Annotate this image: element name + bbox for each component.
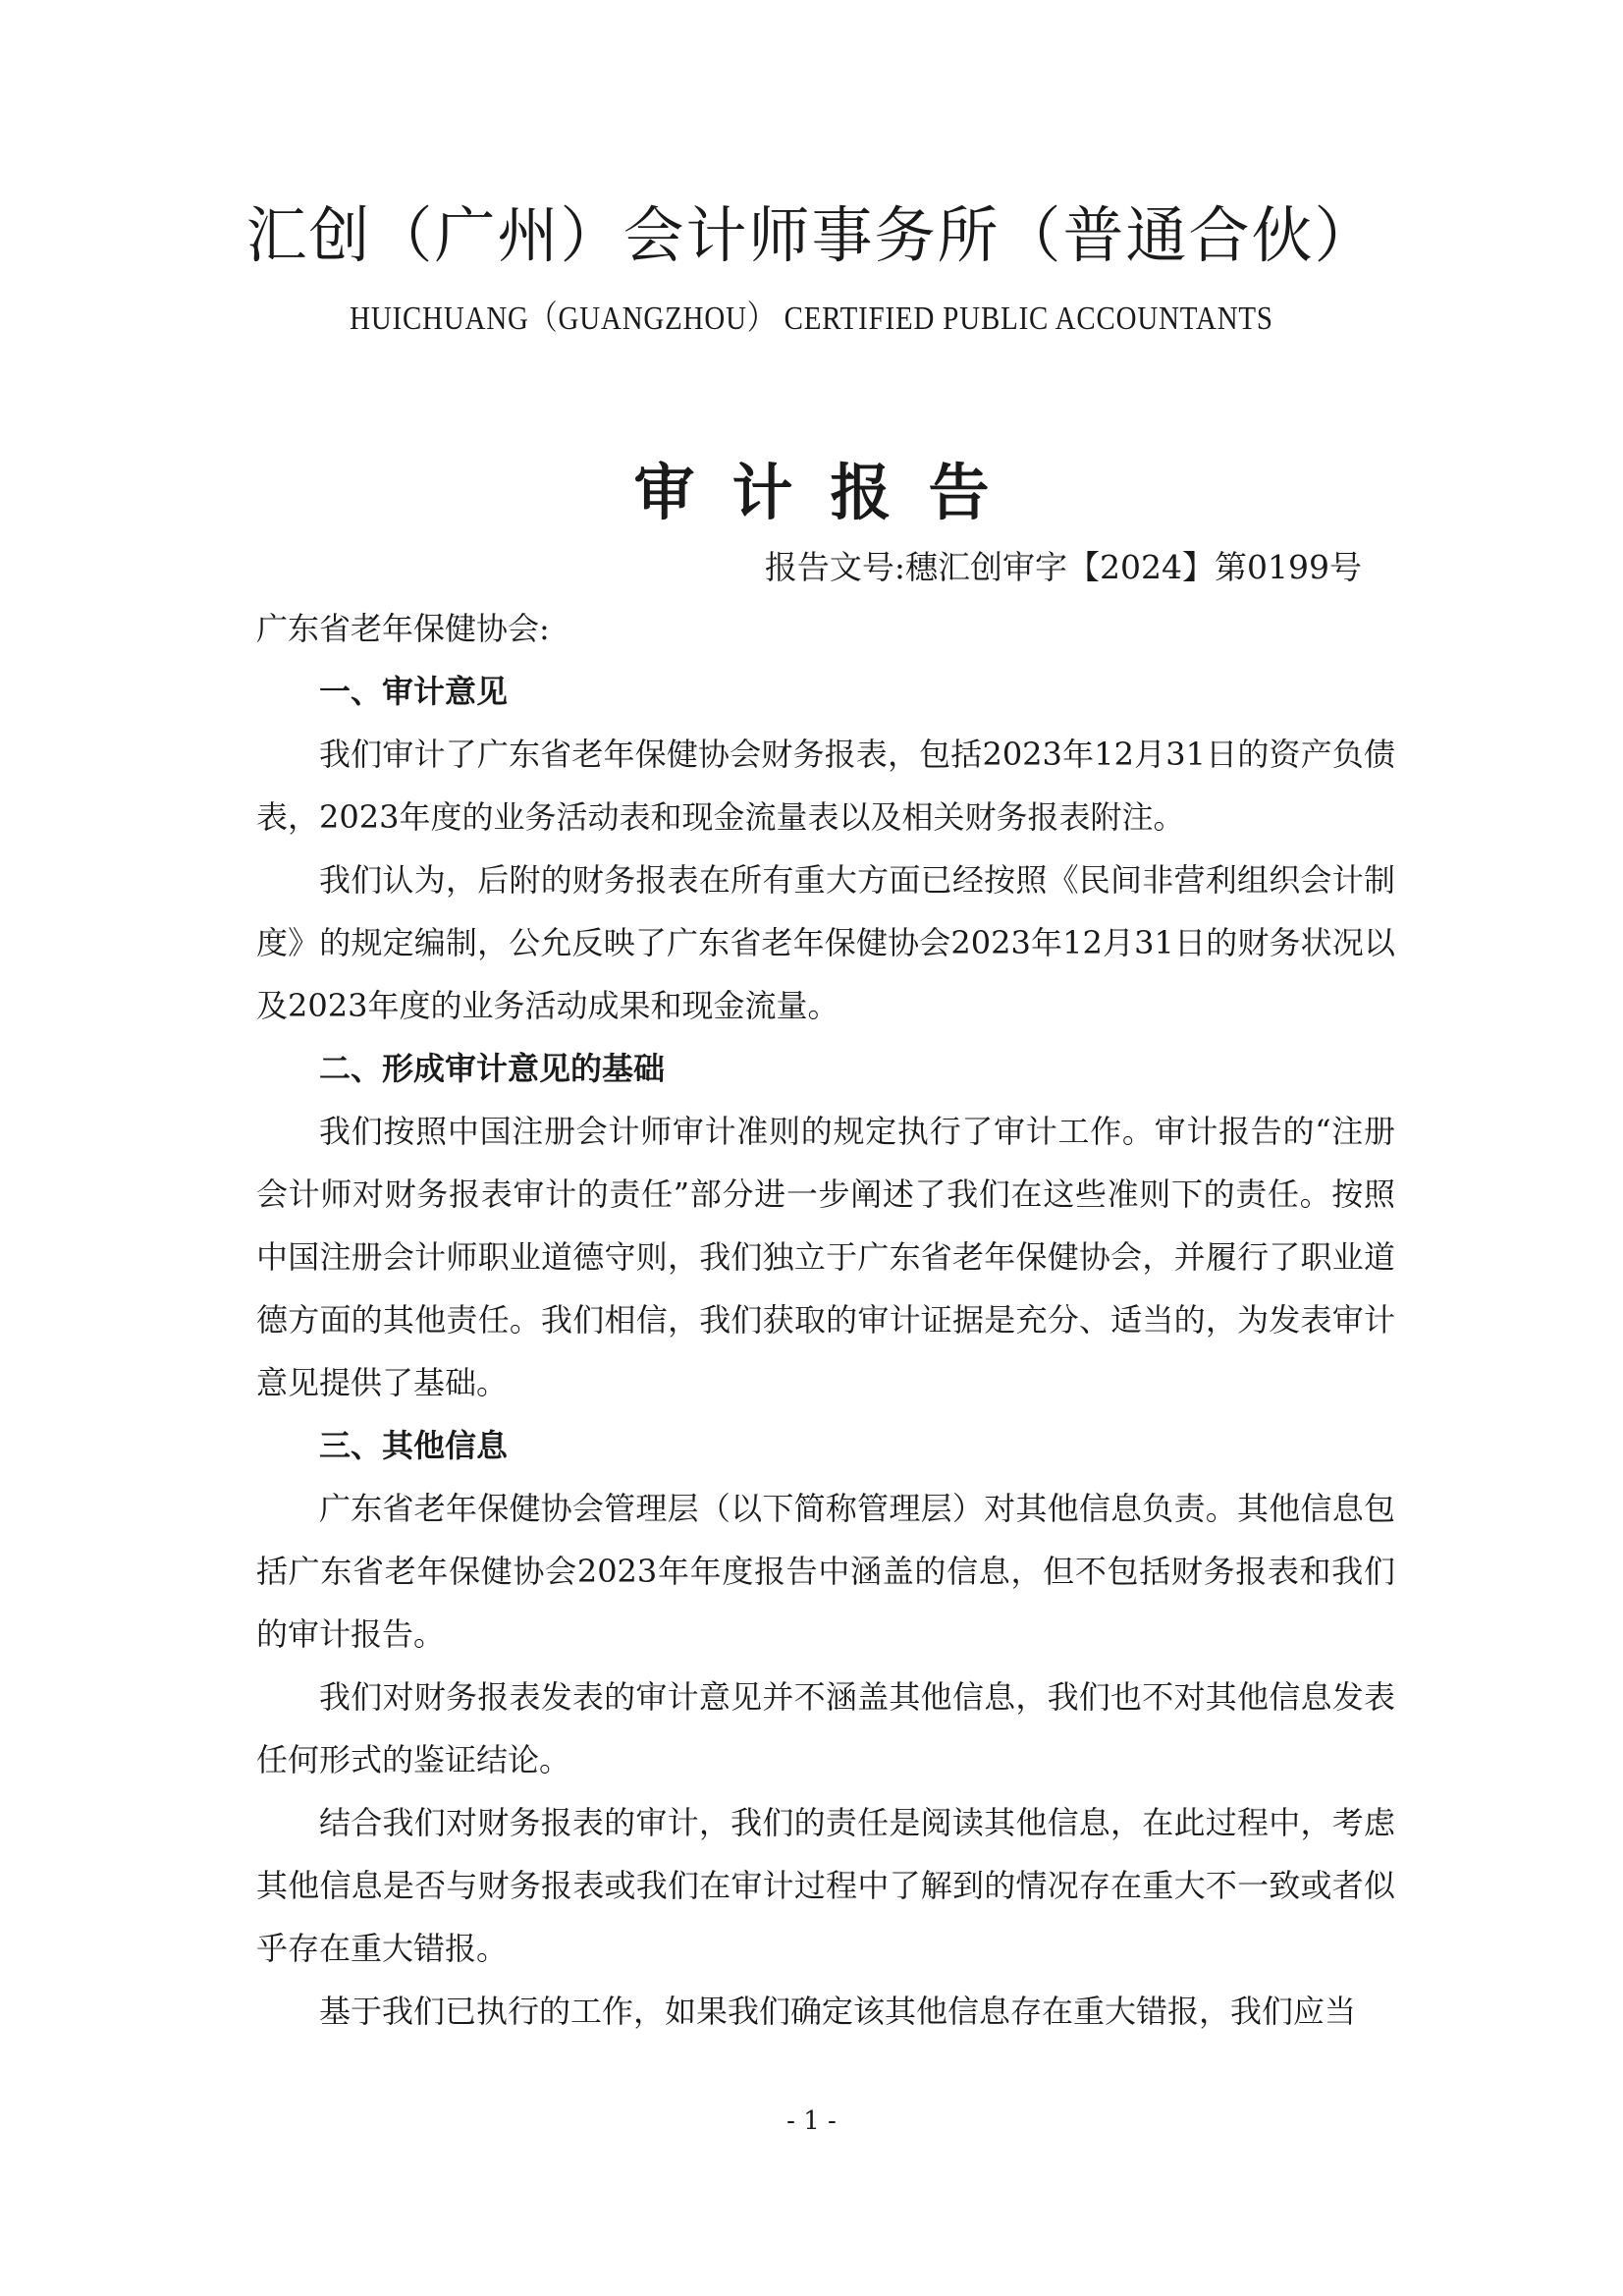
report-title: 审计报告 xyxy=(633,457,1027,528)
section-heading: 一、审计意见 xyxy=(319,673,509,710)
paragraph: 我们审计了广东省老年保健协会财务报表，包括2023年12月31日的资产负债表，2023年度的业务活动表和现金流量表以及相关财务报表附注。 xyxy=(256,736,1395,836)
section-heading: 二、形成审计意见的基础 xyxy=(319,1050,666,1087)
section-heading: 三、其他信息 xyxy=(319,1427,509,1464)
paragraph: 基于我们已执行的工作，如果我们确定该其他信息存在重大错报，我们应当 xyxy=(319,1993,1357,2030)
paragraph: 广东省老年保健协会管理层（以下简称管理层）对其他信息负责。其他信息包括广东省老年保健协会2023年年度报告中涵盖的信息，但不包括财务报表和我们的审计报告。 xyxy=(256,1490,1395,1653)
firm-name-en: HUICHUANG（GUANGZHOU） CERTIFIED PUBLIC ACCOUNTANTS xyxy=(350,301,1273,337)
paragraph: 我们认为，后附的财务报表在所有重大方面已经按照《民间非营利组织会计制度》的规定编制，公允反映了广东省老年保健协会2023年12月31日的财务状况以及2023年度的业务活动成果和现金流量。 xyxy=(256,861,1395,1024)
page-number: - 1 - xyxy=(786,2106,837,2136)
paragraph: 我们对财务报表发表的审计意见并不涵盖其他信息，我们也不对其他信息发表任何形式的鉴证结论。 xyxy=(256,1678,1395,1778)
addressee: 广东省老年保健协会: xyxy=(256,610,550,647)
report-body xyxy=(256,597,1395,2043)
paragraph: 结合我们对财务报表的审计，我们的责任是阅读其他信息，在此过程中，考虑其他信息是否与财务报表或我们在审计过程中了解到的情况存在重大不一致或者似乎存在重大错报。 xyxy=(256,1804,1395,1967)
firm-name-cn: 汇创（广州）会计师事务所（普通合伙） xyxy=(245,199,1378,271)
paragraph: 我们按照中国注册会计师审计准则的规定执行了审计工作。审计报告的“注册会计师对财务报表审计的责任”部分进一步阐述了我们在这些准则下的责任。按照中国注册会计师职业道德守则，我们独立于广东省老年保健协会，并履行了职业道德方面的其他责任。我们相信，我们获取的审计证据是充分、适当的，为发表审计意见提供了基础。 xyxy=(256,1113,1395,1401)
report-reference-number: 报告文号:穗汇创审字【2024】第0199号 xyxy=(764,548,1362,586)
